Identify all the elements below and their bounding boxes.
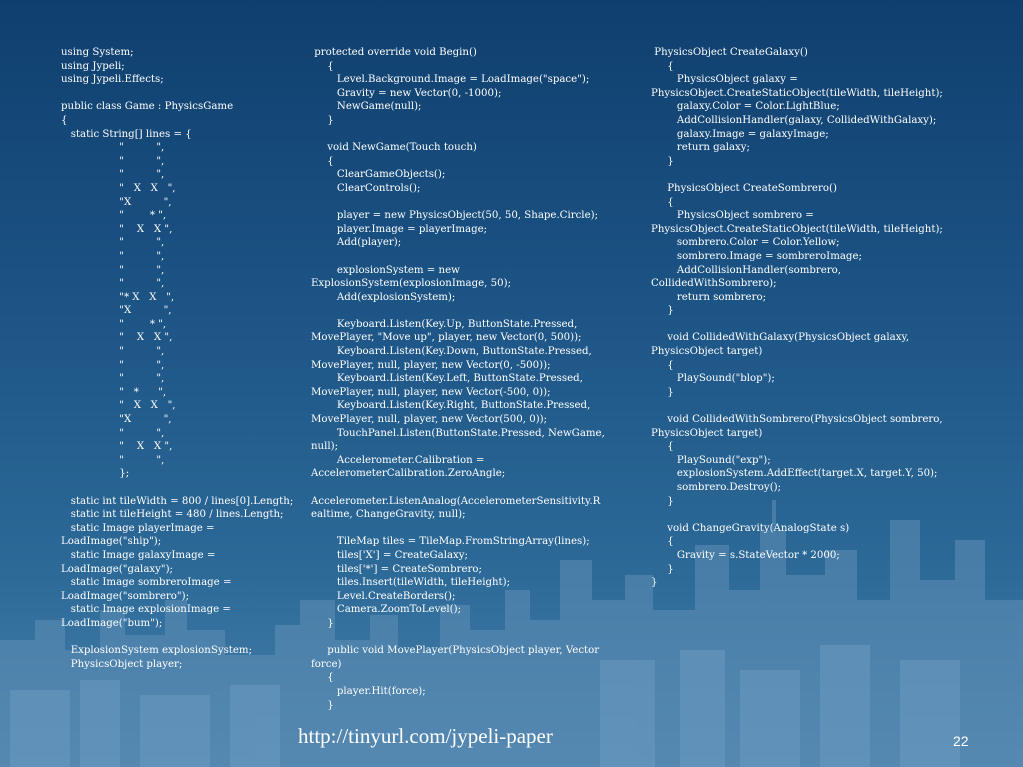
code-line: Keyboard.Listen(Key.Right, ButtonState.Pressed,: [311, 400, 591, 412]
code-line: " ",: [61, 373, 165, 385]
code-line: }: [651, 577, 658, 589]
code-line: void CollidedWithGalaxy(PhysicsObject galaxy,: [651, 332, 910, 344]
code-line: AccelerometerCalibration.ZeroAngle;: [311, 468, 506, 480]
code-line: sombrero.Color = Color.Yellow;: [651, 237, 840, 249]
code-line: static Image galaxyImage =: [61, 549, 216, 561]
code-line: " ",: [61, 237, 165, 249]
code-line: " X X ",: [61, 223, 173, 235]
code-line: protected override void Begin(): [311, 47, 477, 58]
code-line: }: [311, 617, 334, 629]
code-line: NewGame(null);: [311, 101, 422, 113]
code-line: " ",: [61, 250, 165, 262]
code-line: MovePlayer, "Move up", player, new Vector(0, 500));: [311, 332, 582, 344]
code-line: " ",: [61, 346, 165, 358]
code-line: null);: [311, 441, 339, 453]
code-line: static Image playerImage =: [61, 522, 215, 534]
code-line: }: [651, 563, 674, 575]
code-line: galaxy.Image = galaxyImage;: [651, 128, 829, 140]
code-line: Accelerometer.ListenAnalog(AccelerometerSensitivity.R: [311, 495, 601, 507]
code-line: [61, 631, 296, 645]
code-line: player.Image = playerImage;: [311, 223, 488, 235]
code-line: tiles['*'] = CreateSombrero;: [311, 563, 482, 575]
code-line: PhysicsObject.CreateStaticObject(tileWidth, tileHeight);: [651, 223, 943, 235]
code-line: Gravity = s.StateVector * 2000;: [651, 549, 840, 561]
code-line: }: [311, 699, 334, 711]
code-line: LoadImage("ship");: [61, 536, 162, 548]
code-line: return sombrero;: [651, 291, 767, 303]
code-line: Camera.ZoomToLevel();: [311, 604, 462, 616]
code-line: tiles.Insert(tileWidth, tileHeight);: [311, 577, 511, 589]
code-line: [311, 128, 596, 142]
code-line: player.Hit(force);: [311, 685, 426, 697]
code-line: MovePlayer, null, player, new Vector(0, -500));: [311, 359, 551, 371]
code-line: MovePlayer, null, player, new Vector(-500, 0));: [311, 386, 551, 398]
code-line: " ",: [61, 169, 165, 181]
code-line: " ",: [61, 155, 165, 167]
code-line: static String[] lines = {: [61, 128, 192, 140]
code-line: Gravity = new Vector(0, -1000);: [311, 87, 502, 99]
code-line: Keyboard.Listen(Key.Left, ButtonState.Pressed,: [311, 373, 583, 385]
code-line: " ",: [61, 264, 165, 276]
code-line: [651, 318, 951, 332]
code-line: explosionSystem = new: [311, 264, 460, 276]
code-line: }: [651, 305, 674, 317]
code-line: PhysicsObject target): [651, 427, 763, 439]
code-line: " X X ",: [61, 332, 173, 344]
code-line: [651, 168, 951, 182]
code-line: [311, 196, 596, 210]
code-line: public void MovePlayer(PhysicsObject player, Vector: [311, 645, 600, 657]
code-line: player = new PhysicsObject(50, 50, Shape.Circle);: [311, 210, 599, 222]
code-line: using Jypeli;: [61, 60, 125, 72]
code-line: Add(explosionSystem);: [311, 291, 456, 303]
code-line: void CollidedWithSombrero(PhysicsObject sombrero,: [651, 414, 943, 426]
code-line: AddCollisionHandler(sombrero,: [651, 264, 842, 276]
code-line: ExplosionSystem explosionSystem;: [61, 645, 253, 657]
code-column-middle: [311, 46, 605, 712]
code-line: static int tileWidth = 800 / lines[0].Length;: [61, 495, 294, 507]
code-line: PhysicsObject CreateGalaxy(): [651, 47, 808, 58]
code-line: public class Game : PhysicsGame: [61, 101, 234, 113]
code-line: };: [61, 468, 130, 480]
code-line: {: [311, 672, 334, 684]
code-line: [311, 304, 596, 318]
code-line: PhysicsObject target): [651, 346, 763, 358]
code-line: tiles['X'] = CreateGalaxy;: [311, 549, 468, 561]
code-line: "X ",: [61, 305, 172, 317]
code-line: Accelerometer.Calibration =: [311, 454, 485, 466]
code-line: PlaySound("blop");: [651, 373, 775, 385]
code-line: PhysicsObject.CreateStaticObject(tileWidth, tileHeight);: [651, 87, 943, 99]
code-line: {: [311, 60, 334, 72]
code-line: LoadImage("galaxy");: [61, 563, 173, 575]
code-line: {: [651, 536, 674, 548]
code-line: " ",: [61, 278, 165, 290]
code-line: }: [311, 114, 334, 126]
code-line: }: [651, 155, 674, 167]
code-line: sombrero.Image = sombreroImage;: [651, 250, 862, 262]
code-line: {: [651, 196, 674, 208]
code-line: " X X ",: [61, 441, 173, 453]
code-line: " X X ",: [61, 182, 176, 194]
code-line: CollidedWithSombrero);: [651, 278, 777, 290]
code-line: "* X X ",: [61, 291, 175, 303]
code-line: ealtime, ChangeGravity, null);: [311, 509, 466, 521]
code-line: void NewGame(Touch touch): [311, 142, 477, 154]
code-line: LoadImage("sombrero");: [61, 590, 190, 602]
code-line: PhysicsObject CreateSombrero(): [651, 182, 837, 194]
code-column-left: [61, 46, 296, 671]
code-line: " * ",: [61, 210, 167, 222]
footer-link[interactable]: http://tinyurl.com/jypeli-paper: [298, 724, 553, 748]
code-line: {: [651, 60, 674, 72]
code-line: TouchPanel.Listen(ButtonState.Pressed, NewGame,: [311, 427, 605, 439]
code-line: PhysicsObject galaxy =: [651, 74, 798, 86]
code-line: PlaySound("exp");: [651, 454, 771, 466]
code-line: Level.CreateBorders();: [311, 590, 456, 602]
code-line: {: [651, 441, 674, 453]
code-line: {: [311, 155, 334, 167]
code-line: [651, 508, 951, 522]
code-line: Level.Background.Image = LoadImage("space");: [311, 74, 590, 86]
code-line: " ",: [61, 427, 165, 439]
code-line: [311, 250, 596, 264]
code-line: using Jypeli.Effects;: [61, 74, 164, 86]
code-line: " * ",: [61, 386, 167, 398]
code-line: PhysicsObject sombrero =: [651, 210, 814, 222]
code-line: force): [311, 658, 342, 670]
code-line: galaxy.Color = Color.LightBlue;: [651, 101, 840, 113]
code-line: [61, 87, 296, 101]
code-line: PhysicsObject player;: [61, 658, 183, 670]
code-line: [311, 522, 596, 536]
code-line: sombrero.Destroy();: [651, 482, 782, 493]
code-line: LoadImage("bum");: [61, 617, 163, 629]
code-line: "X ",: [61, 414, 172, 426]
code-line: MovePlayer, null, player, new Vector(500, 0));: [311, 414, 548, 426]
code-line: "X ",: [61, 196, 172, 208]
code-line: Keyboard.Listen(Key.Up, ButtonState.Pressed,: [311, 318, 578, 330]
code-line: [61, 481, 296, 495]
code-column-right: [651, 46, 951, 590]
code-line: [311, 481, 596, 495]
code-line: explosionSystem.AddEffect(target.X, target.Y, 50);: [651, 468, 938, 480]
code-line: }: [651, 386, 674, 398]
code-line: " ",: [61, 454, 165, 466]
code-line: static Image sombreroImage =: [61, 577, 232, 589]
code-line: ClearControls();: [311, 182, 421, 194]
code-line: return galaxy;: [651, 142, 750, 154]
code-line: [311, 631, 596, 645]
code-line: {: [61, 114, 68, 126]
code-line: TileMap tiles = TileMap.FromStringArray(lines);: [311, 536, 590, 548]
code-line: ExplosionSystem(explosionImage, 50);: [311, 278, 512, 290]
code-line: Add(player);: [311, 237, 402, 249]
code-line: static int tileHeight = 480 / lines.Length;: [61, 509, 284, 521]
code-line: " * ",: [61, 318, 167, 330]
code-line: using System;: [61, 47, 134, 58]
code-line: AddCollisionHandler(galaxy, CollidedWithGalaxy);: [651, 114, 937, 126]
code-line: " ",: [61, 359, 165, 371]
code-line: }: [651, 495, 674, 507]
code-line: {: [651, 359, 674, 371]
code-line: " ",: [61, 142, 165, 154]
code-line: " X X ",: [61, 400, 176, 412]
code-line: ClearGameObjects();: [311, 169, 446, 181]
code-line: Keyboard.Listen(Key.Down, ButtonState.Pressed,: [311, 346, 592, 358]
code-line: [651, 399, 951, 413]
code-line: void ChangeGravity(AnalogState s): [651, 522, 850, 534]
page-number: 22: [953, 733, 969, 749]
code-line: static Image explosionImage =: [61, 604, 231, 616]
